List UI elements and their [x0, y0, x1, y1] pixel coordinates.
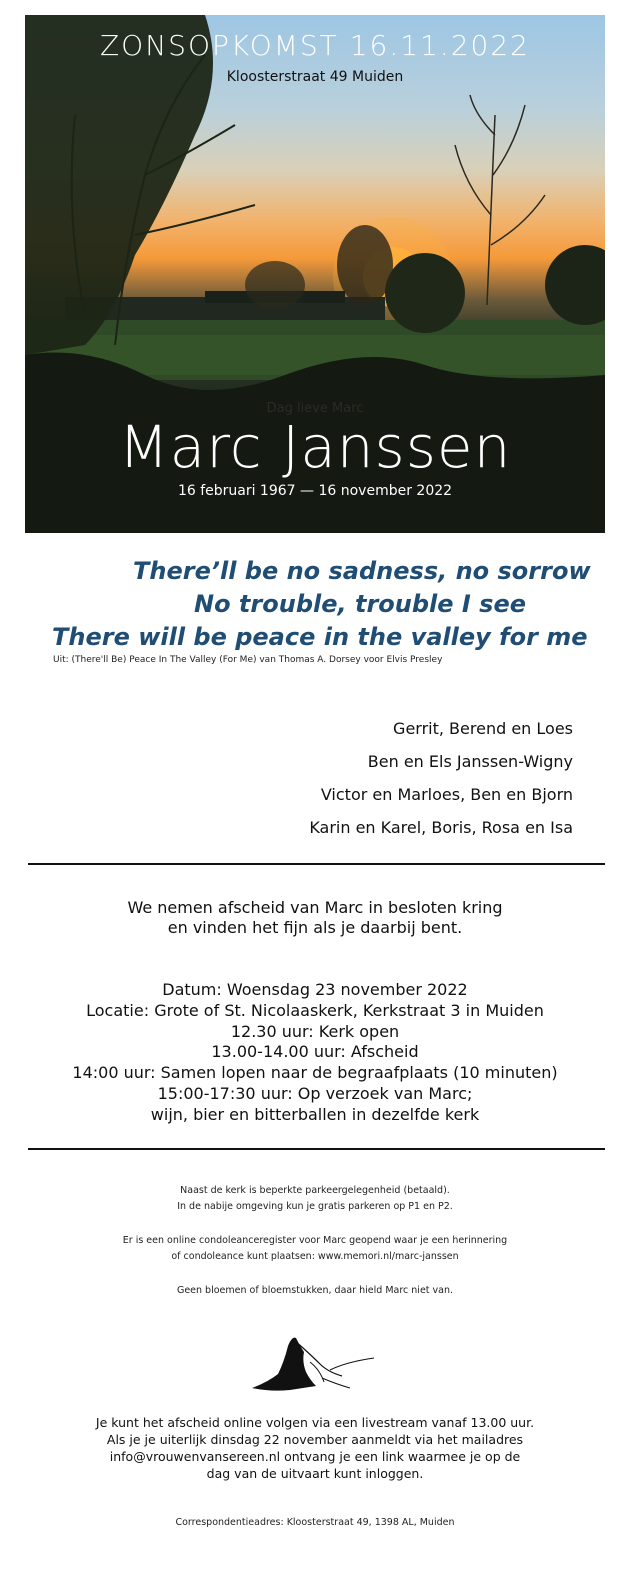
flowers-note: Geen bloemen of bloemstukken, daar hield Marc niet van. — [176, 1285, 454, 1296]
detail-line: 15:00-17:30 uur: Op verzoek van Marc; — [157, 1083, 473, 1103]
practical-notes — [0, 1183, 630, 1299]
detail-line: Locatie: Grote of St. Nicolaaskerk, Kerkstraat 3 in Muiden — [86, 1000, 544, 1020]
quote-line: There’ll be no sadness, no sorrow — [133, 557, 591, 585]
condolence-note: Er is een online condoleanceregister voor Marc geopend waar je een herinnering — [122, 1235, 508, 1246]
detail-line: 13.00-14.00 uur: Afscheid — [211, 1042, 419, 1062]
livestream-line: dag van de uitvaart kunt inloggen. — [206, 1466, 424, 1481]
family-list — [309, 712, 573, 844]
parking-note: Naast de kerk is beperkte parkeergelegenheid (betaald). — [180, 1185, 450, 1196]
detail-line: wijn, bier en bitterballen in dezelfde kerk — [150, 1104, 480, 1124]
family-line: Victor en Marloes, Ben en Bjorn — [320, 785, 573, 804]
family-line: Gerrit, Berend en Loes — [393, 719, 573, 738]
family-line: Karin en Karel, Boris, Rosa en Isa — [309, 818, 573, 837]
quote-line: No trouble, trouble I see — [194, 590, 527, 618]
livestream-info — [0, 1414, 630, 1482]
quote-source: Uit: (There'll Be) Peace In The Valley (For Me) van Thomas A. Dorsey voor Elvis Presley — [53, 655, 443, 665]
detail-line: 12.30 uur: Kerk open — [230, 1021, 400, 1041]
divider — [28, 863, 605, 865]
event-title: ZONSOPKOMST 16.11.2022 — [100, 29, 530, 62]
life-dates: 16 februari 1967 — 16 november 2022 — [177, 483, 453, 499]
salutation: Dag lieve Marc — [266, 401, 364, 416]
detail-line: Datum: Woensdag 23 november 2022 — [162, 980, 468, 999]
family-line: Ben en Els Janssen-Wigny — [367, 752, 573, 771]
correspondence-address: Correspondentieadres: Kloosterstraat 49, 1398 AL, Muiden — [175, 1517, 455, 1528]
livestream-line: Als je je uiterlijk dinsdag 22 november aanmeldt via het mailadres — [106, 1432, 524, 1447]
livestream-line: info@vrouwenvansereen.nl ontvang je een link waarmee je op de — [109, 1449, 521, 1464]
livestream-line: Je kunt het afscheid online volgen via een livestream vanaf 13.00 uur. — [95, 1415, 535, 1430]
divider — [28, 1148, 605, 1150]
sunrise-photo — [25, 15, 605, 533]
intro-text — [0, 898, 630, 938]
intro-line: en vinden het fijn als je daarbij bent. — [167, 918, 463, 937]
ceremony-details — [0, 980, 630, 1126]
detail-line: 14:00 uur: Samen lopen naar de begraafplaats (10 minuten) — [72, 1063, 558, 1083]
quote-line: There will be peace in the valley for me — [52, 623, 588, 651]
parking-note: In de nabije omgeving kun je gratis parkeren op P1 en P2. — [177, 1201, 453, 1212]
event-address: Kloosterstraat 49 Muiden — [226, 69, 404, 85]
condolence-note: of condoleance kunt plaatsen: www.memori.nl/marc-janssen — [171, 1251, 459, 1262]
mountain-sketch-icon — [250, 1332, 380, 1394]
deceased-name: Marc Janssen — [118, 413, 512, 481]
intro-line: We nemen afscheid van Marc in besloten kring — [127, 898, 503, 917]
